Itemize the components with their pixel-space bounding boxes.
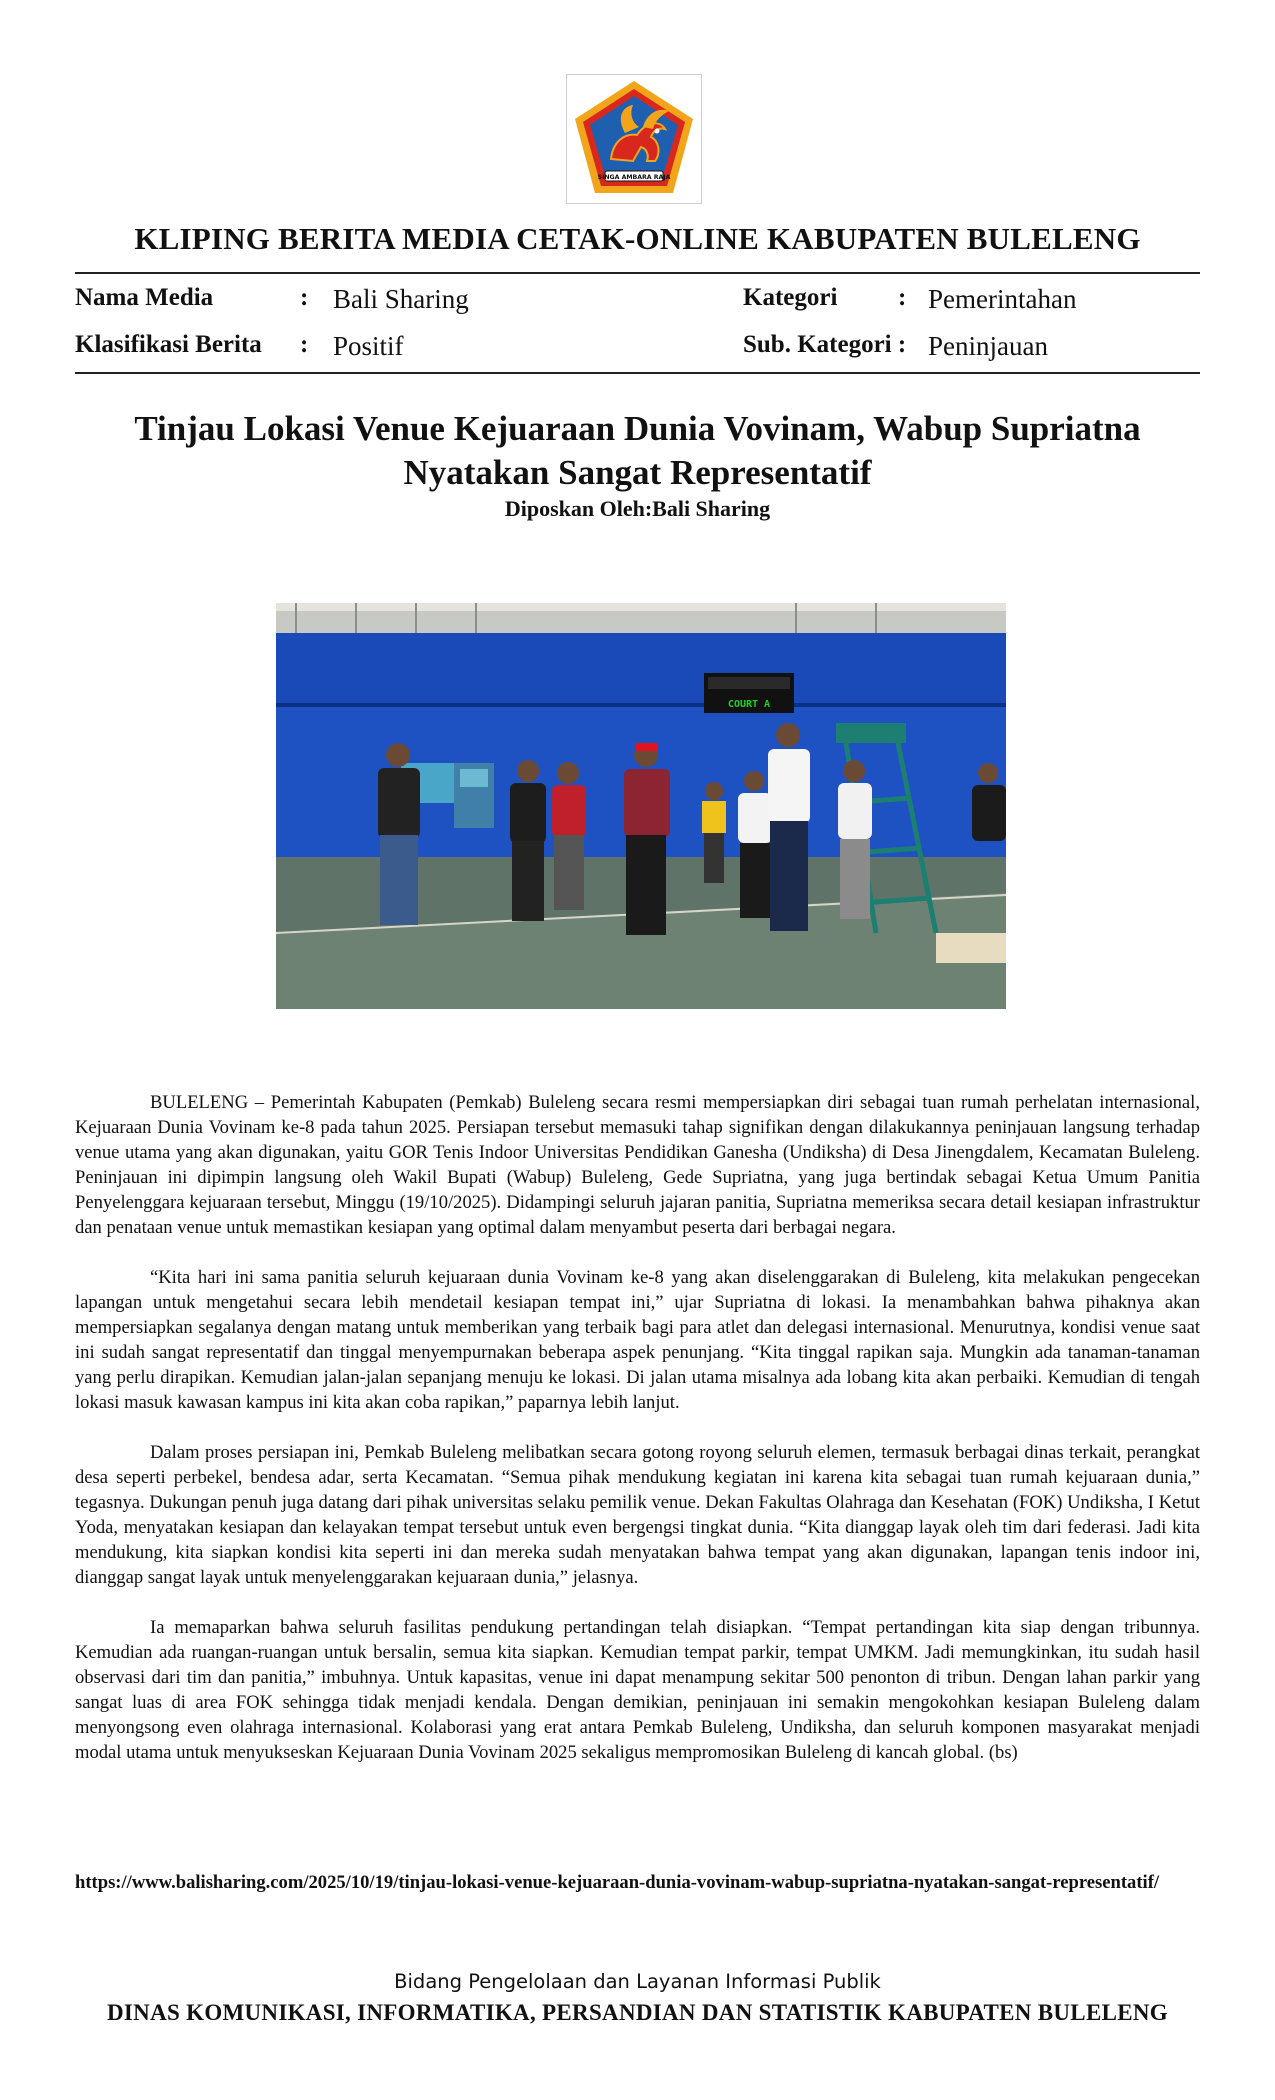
subkategori-label: Sub. Kategori :: [743, 331, 907, 358]
article-photo: [276, 603, 1006, 1009]
singa-ambara-raja-emblem-icon: [567, 75, 701, 203]
header-divider-bottom: [75, 372, 1200, 374]
klasifikasi-label: Klasifikasi Berita: [75, 331, 262, 358]
kategori-value: Pemerintahan: [928, 284, 1077, 314]
article-paragraph-3: Dalam proses persiapan ini, Pemkab Buleleng melibatkan secara gotong royong seluruh elemen, termasuk berbagai dinas terkait, perangkat desa seperti perbekel, bendesa adar, serta Kecamatan. “Semua pihak mendukung kegiatan ini karena kita sebagai tuan rumah kejuaraan dunia,” tegasnya. Dukungan penuh juga datang dari pihak universitas selaku pemilik venue. Dekan Fakultas Olahraga dan Kesehatan (FOK) Undiksha, I Ketut Yoda, menyatakan kesiapan dan kelayakan tempat tersebut untuk even bergengsi tingkat dunia. “Kita dianggap layak oleh tim dari federasi. Jadi kita mendukung, kita siapkan kondisi kita seperti ini dan mereka sudah menyatakan bahwa tempat yang akan digunakan, lapangan tenis indoor ini, dianggap sangat layak untuk menyelenggarakan kejuaraan dunia,” jelasnya.: [75, 1442, 1200, 1588]
media-label: Nama Media: [75, 284, 214, 311]
subkategori-value: Peninjauan: [928, 331, 1048, 361]
article-byline: Diposkan Oleh:Bali Sharing: [504, 496, 771, 521]
logo-motto: SINGA AMBARA RAJA: [597, 174, 671, 181]
article-headline: Tinjau Lokasi Venue Kejuaraan Dunia Vovinam, Wabup Supriatna Nyatakan Sangat Representatif: [134, 409, 1141, 492]
klasifikasi-value: Positif: [333, 331, 404, 361]
klasifikasi-colon: :: [300, 331, 309, 358]
header-divider-top: [75, 272, 1200, 274]
kategori-colon: :: [898, 284, 907, 311]
media-value: Bali Sharing: [333, 284, 469, 314]
article-paragraph-1: BULELENG – Pemerintah Kabupaten (Pemkab) Buleleng secara resmi mempersiapkan diri sebagai tuan rumah perhelatan internasional, Kejuaraan Dunia Vovinam ke-8 pada tahun 2025. Persiapan tersebut memasuki tahap signifikan dengan dilakukannya peninjauan langsung terhadap venue utama yang akan digunakan, yaitu GOR Tenis Indoor Universitas Pendidikan Ganesha (Undiksha) di Desa Jinengdalem, Kecamatan Buleleng. Peninjauan ini dipimpin langsung oleh Wakil Bupati (Wabup) Buleleng, Gede Supriatna, yang juga bertindak sebagai Ketua Umum Panitia Penyelenggara kejuaraan tersebut, Minggu (19/10/2025). Didampingi seluruh jajaran panitia, Supriatna memeriksa secara detail kesiapan infrastruktur dan penataan venue untuk memastikan kesiapan yang optimal dalam menyambut peserta dari berbagai negara.: [75, 1092, 1200, 1238]
kategori-label: Kategori: [743, 284, 838, 311]
footer-division: Bidang Pengelolaan dan Layanan Informasi Publik: [394, 1970, 881, 1993]
media-colon: :: [300, 284, 309, 311]
article-paragraph-2: “Kita hari ini sama panitia seluruh kejuaraan dunia Vovinam ke-8 yang akan diselenggarakan di Buleleng, kita melakukan pengecekan lapangan untuk mengetahui secara lebih mendetail kesiapan tempat ini,” ujar Supriatna di lokasi. Ia menambahkan bahwa pihaknya akan mempersiapkan segalanya dengan matang untuk memberikan yang terbaik bagi para atlet dan delegasi internasional. Menurutnya, kondisi venue saat ini sudah sangat representatif dan tinggal menyempurnakan beberapa aspek penunjang. “Kita tinggal rapikan saja. Mungkin ada tanaman-tanaman yang perlu dirapikan. Kemudian jalan-jalan sepanjang menuju ke lokasi. Di jalan utama misalnya ada lobang kita akan perbaiki. Kemudian di tengah lokasi masuk kawasan kampus ini kita akan coba rapikan,” paparnya lebih lanjut.: [75, 1267, 1200, 1413]
clipping-header-title: KLIPING BERITA MEDIA CETAK-ONLINE KABUPATEN BULELENG: [134, 221, 1141, 256]
meta-block: [75, 283, 1200, 363]
article-paragraph-4: Ia memaparkan bahwa seluruh fasilitas pendukung pertandingan telah disiapkan. “Tempat pertandingan kita siap dengan tribunnya. Kemudian ada ruangan-ruangan untuk bersalin, semua kita siapkan. Kemudian tempat parkir, tempat UMKM. Jadi memungkinkan, itu sudah hasil observasi dari tim dan panitia,” imbuhnya. Untuk kapasitas, venue ini dapat menampung sekitar 500 penonton di tribun. Dengan lahan parkir yang sangat luas di area FOK sehingga tidak menjadi kendala. Dengan demikian, peninjauan ini semakin mengokohkan kesiapan Buleleng dalam menyongsong even olahraga internasional. Kolaborasi yang erat antara Pemkab Buleleng, Undiksha, dan seluruh komponen masyarakat menjadi modal utama untuk menyukseskan Kejuaraan Dunia Vovinam 2025 sekaligus mempromosikan Buleleng di kancah global. (bs): [75, 1617, 1200, 1763]
footer-agency: DINAS KOMUNIKASI, INFORMATIKA, PERSANDIAN DAN STATISTIK KABUPATEN BULELENG: [107, 2000, 1168, 2025]
scoreboard-text: COURT A: [727, 699, 771, 710]
regency-logo: [566, 74, 702, 204]
source-url-link[interactable]: https://www.balisharing.com/2025/10/19/tinjau-lokasi-venue-kejuaraan-dunia-vovinam-wabup-supriatna-nyatakan-sangat-representatif/: [75, 1872, 1160, 1893]
article-body: [75, 1090, 1200, 1790]
